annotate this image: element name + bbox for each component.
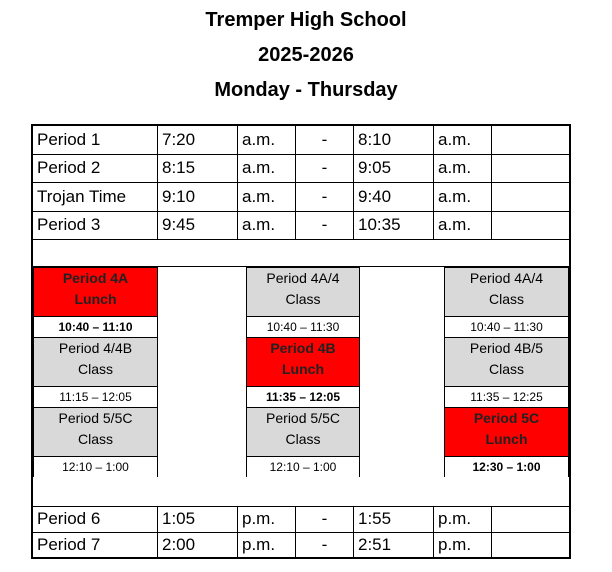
end-time-cell: 10:35 [354, 212, 434, 240]
block-type-label: Class [488, 291, 524, 307]
period-name-cell: Period 2 [33, 155, 158, 183]
class-block [33, 337, 158, 407]
end-ampm-cell: a.m. [434, 126, 492, 154]
block-time: 11:35 – 12:05 [247, 386, 359, 407]
lunch-block [444, 407, 569, 477]
period-name-cell: Period 7 [33, 533, 158, 558]
end-ampm-cell: p.m. [434, 533, 492, 558]
block-type-label: Class [77, 361, 113, 377]
dash-cell: - [296, 183, 354, 211]
start-ampm-cell: a.m. [238, 212, 296, 240]
block-time: 12:10 – 1:00 [34, 456, 157, 477]
block-period-label: Period 4A/4 [469, 270, 544, 286]
block-time: 10:40 – 11:30 [445, 316, 568, 337]
block-period-label: Period 4/4B [58, 340, 133, 356]
spacer-row [33, 240, 569, 267]
end-time-cell: 1:55 [354, 507, 434, 532]
start-time-cell: 2:00 [158, 533, 238, 558]
block-period-label: Period 5/5C [58, 410, 133, 426]
block-time: 10:40 – 11:10 [34, 316, 157, 337]
block-time: 10:40 – 11:30 [247, 316, 359, 337]
start-ampm-cell: p.m. [238, 507, 296, 532]
period-row [33, 155, 569, 184]
start-ampm-cell: p.m. [238, 533, 296, 558]
block-time: 11:35 – 12:25 [445, 386, 568, 407]
period-row [33, 212, 569, 241]
block-type-label: Class [285, 431, 321, 447]
empty-cell [492, 533, 569, 558]
lunch-grid [33, 267, 569, 477]
empty-cell [492, 183, 569, 211]
dash-cell: - [296, 126, 354, 154]
empty-cell [492, 155, 569, 183]
period-name-cell: Period 1 [33, 126, 158, 154]
end-time-cell: 9:40 [354, 183, 434, 211]
period-name-cell: Period 3 [33, 212, 158, 240]
class-block [33, 407, 158, 477]
spacer-row [33, 477, 569, 507]
start-time-cell: 9:45 [158, 212, 238, 240]
period-row [33, 533, 569, 559]
start-time-cell: 1:05 [158, 507, 238, 532]
empty-cell [492, 212, 569, 240]
block-type-label: Class [488, 361, 524, 377]
period-row [33, 507, 569, 533]
period-row [33, 126, 569, 155]
block-period-label: Period 4B [270, 340, 336, 356]
class-block [246, 407, 360, 477]
dash-cell: - [296, 212, 354, 240]
bell-schedule-table [31, 124, 571, 559]
end-time-cell: 9:05 [354, 155, 434, 183]
block-period-label: Period 4A/4 [266, 270, 340, 286]
start-time-cell: 8:15 [158, 155, 238, 183]
empty-cell [492, 126, 569, 154]
block-period-label: Period 4B/5 [469, 340, 544, 356]
block-period-label: Period 5C [473, 410, 540, 426]
block-period-label: Period 5/5C [266, 410, 340, 426]
block-period-label: Period 4A [62, 270, 129, 286]
end-time-cell: 2:51 [354, 533, 434, 558]
start-time-cell: 9:10 [158, 183, 238, 211]
end-ampm-cell: a.m. [434, 183, 492, 211]
lunch-block [33, 267, 158, 337]
end-ampm-cell: a.m. [434, 155, 492, 183]
dash-cell: - [296, 533, 354, 558]
block-type-label: Lunch [485, 431, 528, 447]
block-time: 11:15 – 12:05 [34, 386, 157, 407]
start-time-cell: 7:20 [158, 126, 238, 154]
start-ampm-cell: a.m. [238, 183, 296, 211]
class-block [246, 267, 360, 337]
class-block [444, 267, 569, 337]
block-type-label: Class [77, 431, 113, 447]
end-ampm-cell: p.m. [434, 507, 492, 532]
end-ampm-cell: a.m. [434, 212, 492, 240]
schedule-days: Monday - Thursday [214, 79, 398, 101]
dash-cell: - [296, 155, 354, 183]
school-name: Tremper High School [205, 9, 407, 31]
dash-cell: - [296, 507, 354, 532]
block-type-label: Class [285, 291, 321, 307]
period-name-cell: Period 6 [33, 507, 158, 532]
class-block [444, 337, 569, 407]
lunch-block [246, 337, 360, 407]
period-row [33, 183, 569, 212]
end-time-cell: 8:10 [354, 126, 434, 154]
start-ampm-cell: a.m. [238, 126, 296, 154]
block-type-label: Lunch [74, 291, 117, 307]
period-name-cell: Trojan Time [33, 183, 158, 211]
school-year: 2025-2026 [258, 44, 354, 66]
block-time: 12:10 – 1:00 [247, 456, 359, 477]
block-time: 12:30 – 1:00 [445, 456, 568, 477]
start-ampm-cell: a.m. [238, 155, 296, 183]
empty-cell [492, 507, 569, 532]
block-type-label: Lunch [282, 361, 324, 377]
